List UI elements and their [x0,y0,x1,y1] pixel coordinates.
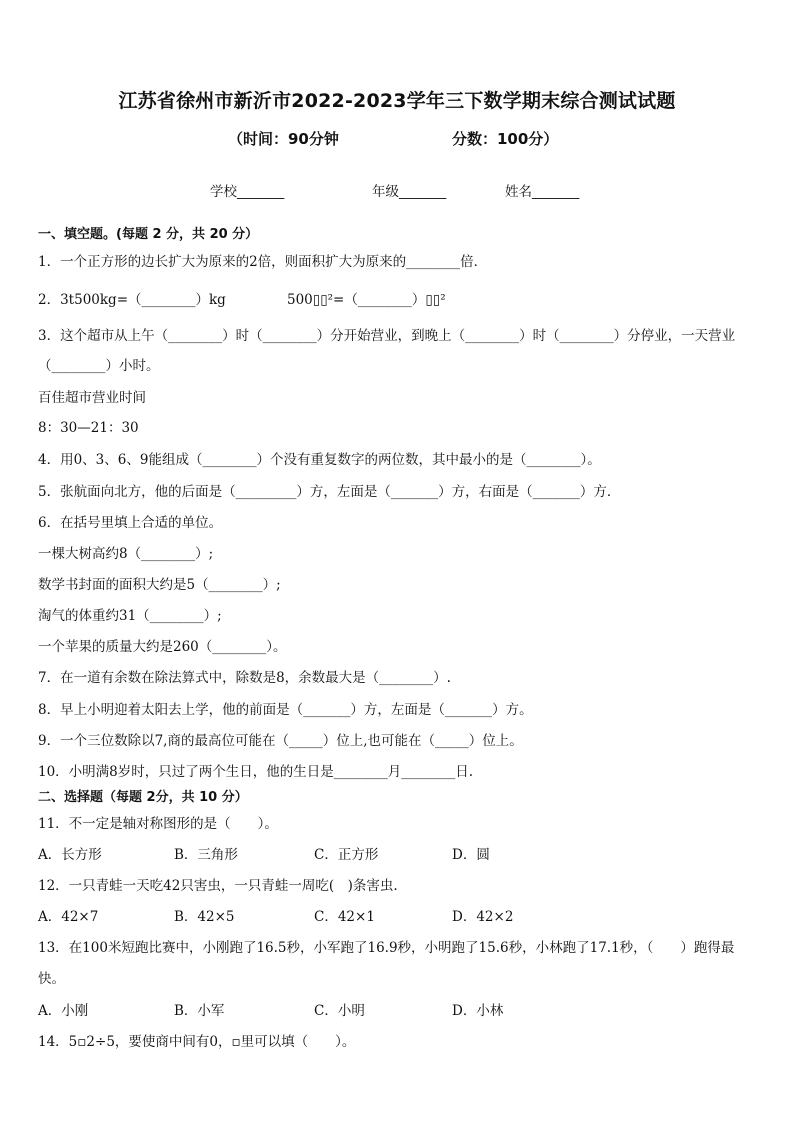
exam-score: 分数：100分） [452,130,559,148]
question-3-sign: 百佳超市营业时间 [38,390,146,406]
question-2a: 2．3t500kg=（________）kg [38,292,226,308]
school-field: 学校_______ [210,184,285,200]
question-6a: 一棵大树高约8（________）; [38,546,214,562]
question-3-hours: 8：30—21：30 [38,420,139,436]
exam-title: 江苏省徐州市新沂市2022-2023学年三下数学期末综合测试试题 [118,90,676,112]
q12-option-b: B．42×5 [174,909,235,925]
q12-option-c: C．42×1 [314,909,375,925]
question-4: 4．用0、3、6、9能组成（________）个没有重复数字的两位数，其中最小的是（________）。 [38,452,601,468]
question-13a: 13．在100米短跑比赛中，小刚跑了16.5秒，小军跑了16.9秒，小明跑了15.6秒，小林跑了17.1秒，（ ）跑得最 [38,940,735,956]
question-8: 8．早上小明迎着太阳去上学，他的前面是（_______）方，左面是（_______）方。 [38,702,533,718]
q13-option-b: B．小军 [174,1003,225,1019]
question-11: 11．不一定是轴对称图形的是（ ）。 [38,816,278,832]
q13-option-a: A．小刚 [38,1003,89,1019]
question-1: 1．一个正方形的边长扩大为原来的2倍，则面积扩大为原来的________倍． [38,254,488,270]
question-6d: 一个苹果的质量大约是260（________）。 [38,639,287,655]
q11-option-c: C．正方形 [314,847,379,863]
question-12: 12．一只青蛙一天吃42只害虫，一只青蛙一周吃( )条害虫. [38,878,398,894]
q12-option-d: D．42×2 [452,909,514,925]
q12-option-a: A．42×7 [38,909,99,925]
q13-option-d: D．小林 [452,1003,504,1019]
exam-time: （时间：90分钟 [228,130,339,148]
q11-option-b: B．三角形 [174,847,238,863]
question-13b: 快。 [38,971,65,987]
q13-option-c: C．小明 [314,1003,365,1019]
grade-field: 年级_______ [372,184,447,200]
question-14: 14．5▫2÷5，要使商中间有0，▫里可以填（ ）。 [38,1034,356,1050]
question-6b: 数学书封面的面积大约是5（________）; [38,577,281,593]
q11-option-d: D．圆 [452,847,490,863]
q11-option-a: A．长方形 [38,847,102,863]
name-field: 姓名_______ [505,184,580,200]
section2-heading: 二、选择题（每题 2分，共 10 分） [38,790,248,805]
question-6c: 淘气的体重约31（________）; [38,608,222,624]
question-9: 9．一个三位数除以7,商的最高位可能在（_____）位上,也可能在（_____）位上。 [38,733,523,749]
section1-heading: 一、填空题。(每题 2 分，共 20 分） [38,227,259,242]
question-10: 10．小明满8岁时，只过了两个生日，他的生日是________月________日. [38,764,474,780]
question-6: 6．在括号里填上合适的单位。 [38,515,223,531]
question-7: 7．在一道有余数在除法算式中，除数是8，余数最大是（________）. [38,670,451,686]
question-3a: 3．这个超市从上午（________）时（________）分开始营业，到晚上（________）时（________）分停业，一天营业 [38,328,736,344]
question-2b: 500▯▯²=（________）▯▯² [287,292,446,308]
question-3b: （________）小时。 [38,358,160,374]
question-5: 5．张航面向北方，他的后面是（_________）方，左面是（_______）方，右面是（_______）方． [38,484,621,500]
